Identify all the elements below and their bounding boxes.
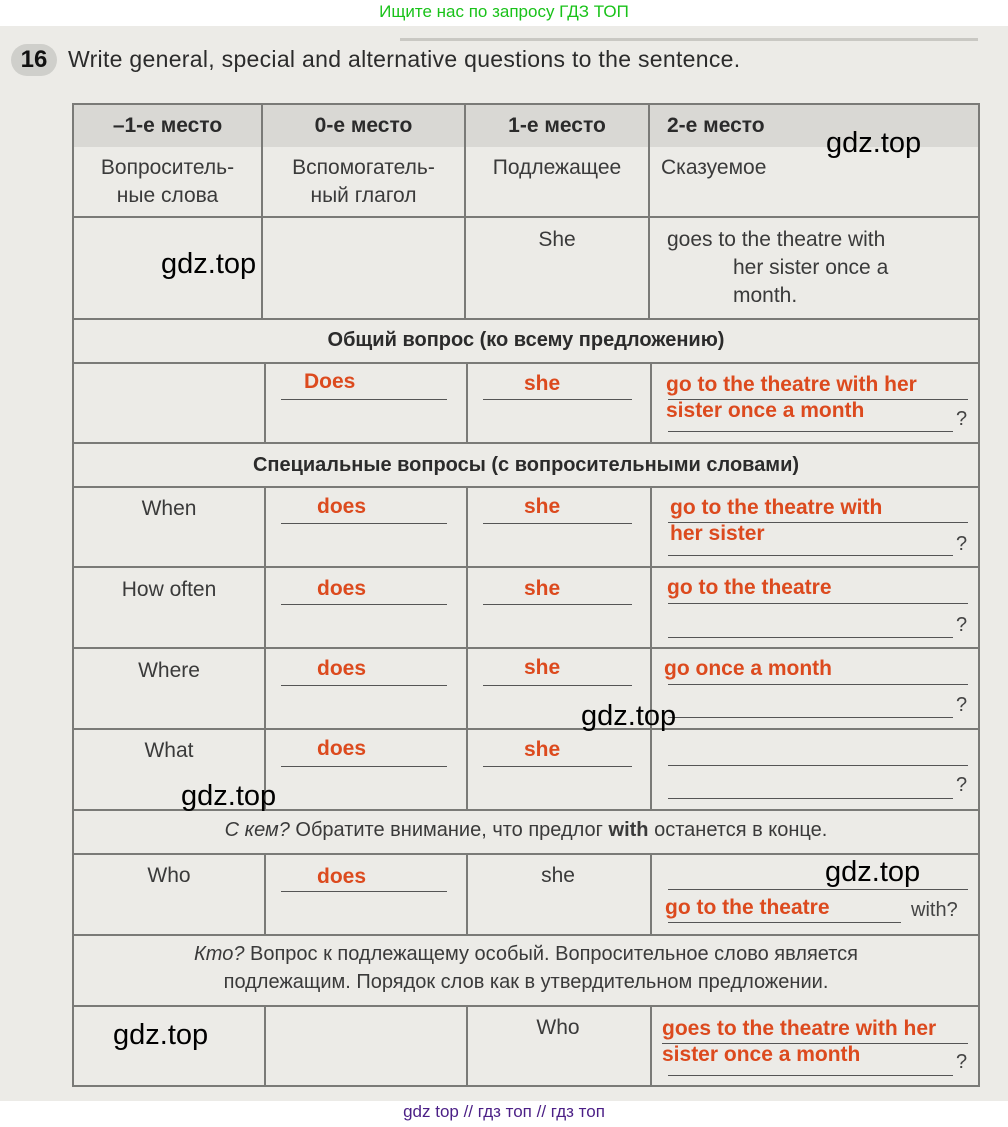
footer-links[interactable]: gdz top // гдз топ // гдз топ (403, 1102, 605, 1121)
column-divider (650, 1005, 652, 1087)
special-questions-heading: Специальные вопросы (с вопросительными словами) (252, 454, 800, 476)
answer-predicate: sister once a month (662, 1043, 861, 1066)
table-border-right (978, 103, 980, 1087)
answer-line (668, 765, 968, 766)
answer-aux: does (317, 577, 367, 600)
question-word: Where (138, 659, 200, 682)
column-heading: 2-е место (667, 114, 765, 137)
question-mark: ? (956, 408, 968, 430)
answer-aux: does (317, 865, 367, 888)
column-divider (650, 853, 652, 936)
column-divider (264, 486, 266, 811)
question-word: Who (147, 864, 191, 887)
table-row-divider (72, 486, 980, 488)
column-subheading: Сказуемое (661, 156, 767, 179)
sentence-predicate: goes to the theatre with (667, 228, 886, 251)
question-mark: ? (956, 533, 968, 555)
answer-line (483, 766, 632, 767)
sentence-predicate: month. (733, 284, 798, 307)
column-subheading: ный глагол (310, 184, 417, 207)
answer-predicate: goes to the theatre with her (662, 1017, 937, 1040)
answer-line (668, 637, 953, 638)
table-row-divider (72, 566, 980, 568)
general-question-heading: Общий вопрос (ко всему предложению) (327, 329, 725, 351)
answer-predicate: go once a month (664, 657, 832, 680)
watermark: gdz.top (181, 780, 277, 812)
answer-line (668, 555, 953, 556)
table-row-divider (72, 853, 980, 855)
question-word: When (141, 497, 197, 520)
answer-predicate: go to the theatre (667, 576, 832, 599)
question-mark: ? (956, 694, 968, 716)
with-note-bold: with (608, 819, 649, 841)
answer-aux: Does (304, 370, 356, 393)
column-subheading: Вспомогатель- (292, 156, 435, 179)
column-subheading: Вопроситель- (100, 156, 235, 179)
column-heading: –1-е место (112, 114, 223, 137)
answer-line (281, 523, 447, 524)
answer-line (483, 399, 632, 400)
top-banner[interactable]: Ищите нас по запросу ГДЗ ТОП (379, 2, 629, 21)
answer-aux: does (317, 495, 367, 518)
watermark: gdz.top (581, 700, 677, 732)
who-note-text: подлежащим. Порядок слов как в утвердительном предложении. (223, 971, 829, 993)
question-mark: ? (956, 774, 968, 796)
table-row-divider (72, 934, 980, 936)
table-border-bottom (72, 1085, 980, 1087)
table-row-divider (72, 647, 980, 649)
question-word: What (144, 739, 194, 762)
column-divider (650, 486, 652, 811)
answer-line (668, 798, 953, 799)
column-subheading: Подлежащее (492, 156, 622, 179)
answer-line (668, 889, 968, 890)
table-row-divider (72, 216, 980, 218)
answer-line (668, 717, 953, 718)
column-divider (648, 103, 650, 319)
with-question-end: with? (911, 899, 958, 921)
answer-line (668, 684, 968, 685)
answer-line (281, 891, 447, 892)
answer-predicate: her sister (670, 522, 765, 545)
question-mark: ? (956, 1051, 968, 1073)
answer-subject: she (524, 495, 561, 518)
answer-predicate: go to the theatre with her (666, 373, 917, 396)
with-note (74, 819, 978, 842)
column-divider (466, 486, 468, 811)
column-divider (264, 362, 266, 444)
answer-aux: does (317, 737, 367, 760)
who-note (74, 943, 978, 966)
answer-line (668, 603, 968, 604)
who-note-italic: Кто? (193, 943, 245, 965)
column-heading: 0-е место (314, 114, 413, 137)
answer-subject: she (524, 656, 561, 679)
column-divider (650, 362, 652, 444)
question-mark: ? (956, 614, 968, 636)
answer-subject: she (524, 577, 561, 600)
column-heading: 1-е место (508, 114, 606, 137)
answer-line (281, 685, 447, 686)
table-row-divider (72, 442, 980, 444)
exercise-number: 16 (11, 44, 57, 76)
watermark: gdz.top (161, 248, 257, 280)
table-border-top (72, 103, 980, 105)
answer-subject: she (524, 738, 561, 761)
column-divider (264, 1005, 266, 1087)
column-divider (466, 362, 468, 444)
exercise-instruction: Write general, special and alternative questions to the sentence. (68, 46, 741, 72)
with-note-text: Обратите внимание, что предлог (289, 819, 609, 841)
subject-text: Who (536, 1016, 580, 1039)
answer-line (281, 604, 447, 605)
who-note-text: Вопрос к подлежащему особый. Вопросительное слово является (244, 943, 858, 965)
table-row-divider (72, 318, 980, 320)
column-subheading: ные слова (116, 184, 219, 207)
answer-line (668, 922, 901, 923)
answer-line (668, 1075, 953, 1076)
answer-line (483, 685, 632, 686)
question-word: How often (121, 578, 217, 601)
answer-aux: does (317, 657, 367, 680)
table-row-divider (72, 362, 980, 364)
answer-subject: she (524, 372, 561, 395)
answer-line (281, 766, 447, 767)
with-note-italic: С кем? (224, 819, 290, 841)
watermark: gdz.top (825, 856, 921, 888)
sentence-subject: She (538, 228, 576, 251)
answer-predicate: sister once a month (666, 399, 865, 422)
table-row-divider (72, 728, 980, 730)
answer-predicate: go to the theatre (665, 896, 830, 919)
answer-line (483, 604, 632, 605)
answer-line (483, 523, 632, 524)
answer-predicate: go to the theatre with (670, 496, 883, 519)
watermark: gdz.top (113, 1019, 209, 1051)
column-divider (264, 853, 266, 936)
watermark: gdz.top (826, 127, 922, 159)
subject-text: she (541, 864, 575, 887)
header-rule (400, 38, 978, 41)
answer-line (668, 431, 953, 432)
with-note-text: останется в конце. (648, 819, 828, 841)
table-row-divider (72, 1005, 980, 1007)
sentence-predicate: her sister once a (733, 256, 889, 279)
answer-line (281, 399, 447, 400)
